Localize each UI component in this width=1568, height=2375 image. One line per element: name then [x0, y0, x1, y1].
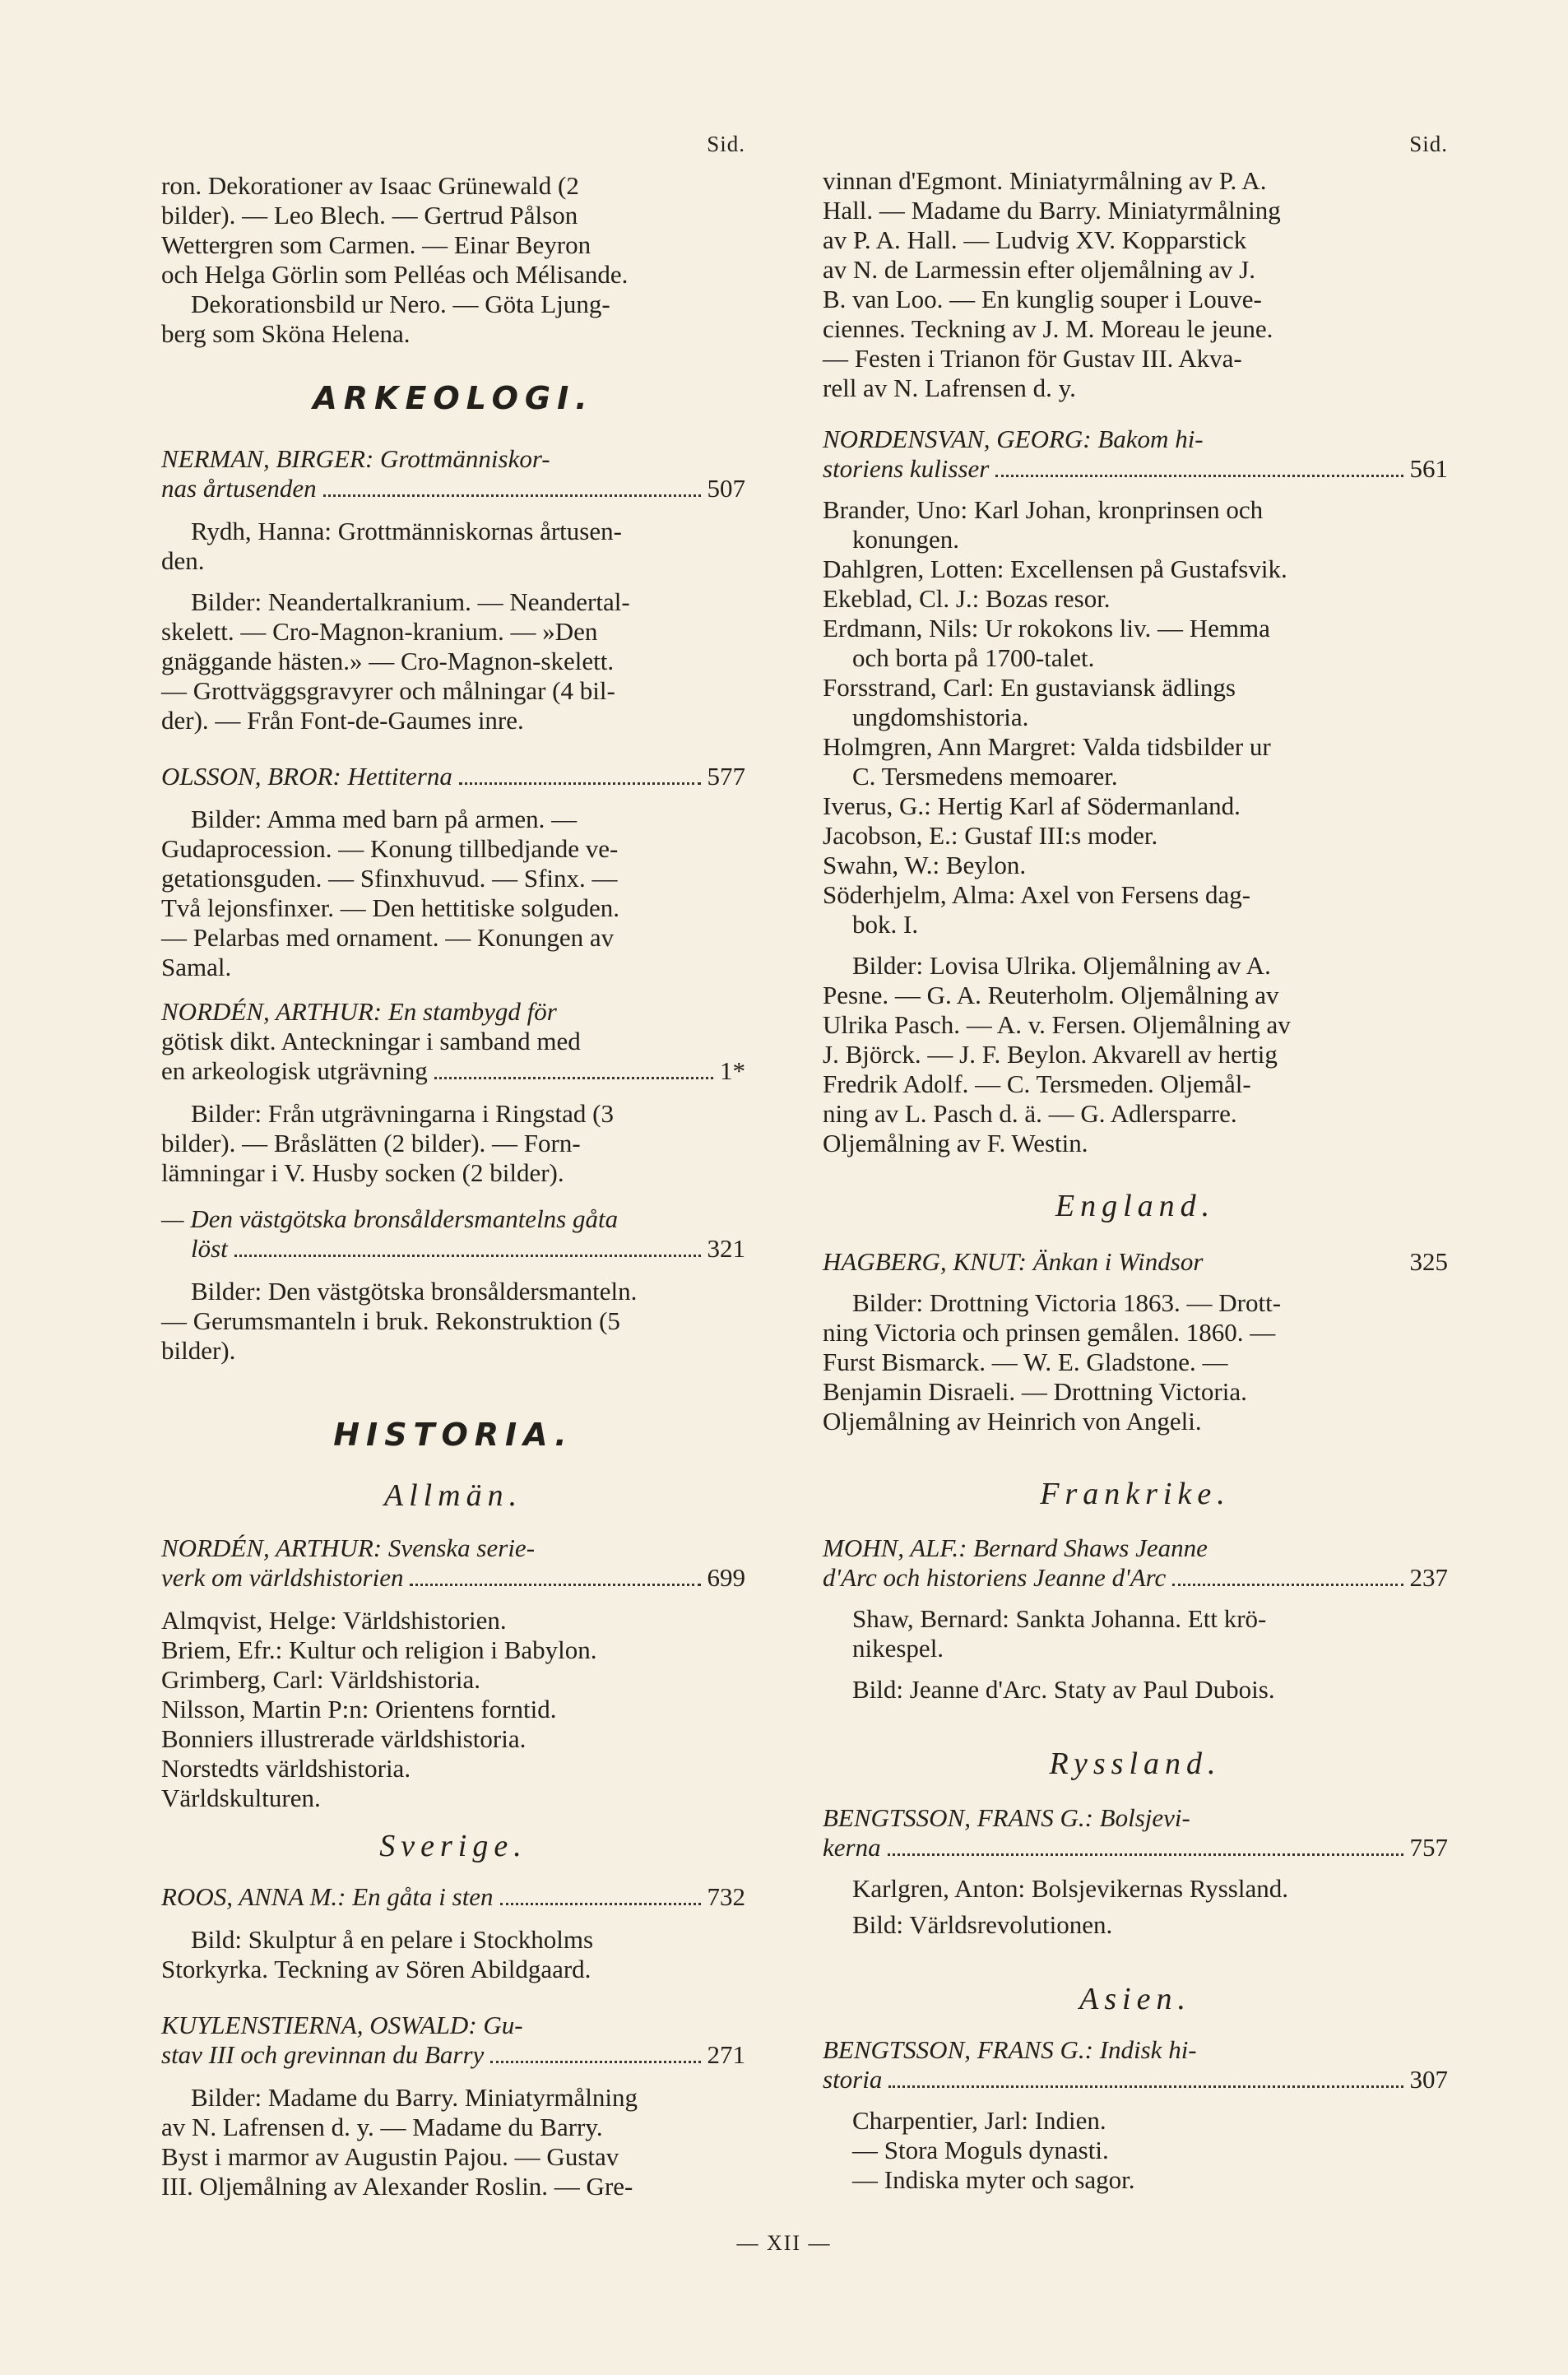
- bilder-line: Bilder: Drottning Victoria 1863. — Drott-: [852, 1288, 1282, 1317]
- page-ref: 732: [707, 1882, 745, 1911]
- ref-line: den.: [161, 546, 205, 575]
- text-line: bilder). — Leo Blech. — Gertrud Pålson: [161, 201, 578, 230]
- entry-title: BENGTSSON, FRANS G.: Indisk hi-: [823, 2035, 1197, 2064]
- bilder-line: Pesne. — G. A. Reuterholm. Oljemålning av: [823, 981, 1279, 1009]
- page-ref: 307: [1409, 2065, 1448, 2094]
- text-line: av N. de Larmessin efter oljemålning av J.: [823, 255, 1255, 284]
- entry-norden-bronsalder: [161, 1204, 745, 1366]
- bilder-line: J. Björck. — J. F. Beylon. Akvarell av hertig: [823, 1040, 1278, 1069]
- bild-line: Bild: Världsrevolutionen.: [852, 1910, 1113, 1939]
- page-ref: 321: [707, 1234, 745, 1263]
- text-line: och Helga Görlin som Pelléas och Mélisande.: [161, 260, 629, 289]
- entry-title: löst 321: [191, 1234, 745, 1263]
- entry-mohn: [823, 1533, 1448, 1705]
- entry-title: d'Arc och historiens Jeanne d'Arc 237: [823, 1563, 1448, 1592]
- ref-line: Ekeblad, Cl. J.: Bozas resor.: [823, 584, 1111, 613]
- ref-line: Norstedts världshistoria.: [161, 1754, 411, 1783]
- bild-line: Bild: Skulptur å en pelare i Stockholms: [191, 1925, 594, 1954]
- bild-line: Storkyrka. Teckning av Sören Abildgaard.: [161, 1955, 591, 1983]
- entry-title: BENGTSSON, FRANS G.: Bolsjevi-: [823, 1803, 1190, 1832]
- opera-continuation: [161, 171, 745, 349]
- subheading-asien: Asien.: [1079, 1982, 1191, 2016]
- text-line: vinnan d'Egmont. Miniatyrmålning av P. A.: [823, 166, 1267, 195]
- ref-line: Jacobson, E.: Gustaf III:s moder.: [823, 821, 1158, 850]
- kuylenstierna-continuation: [823, 166, 1448, 403]
- bilder-line: bilder).: [161, 1336, 236, 1365]
- ref-line: Iverus, G.: Hertig Karl af Södermanland.: [823, 791, 1241, 820]
- page-ref: 699: [707, 1563, 745, 1592]
- sid-label: Sid.: [1409, 132, 1448, 156]
- ref-line: — Stora Moguls dynasti.: [852, 2136, 1109, 2164]
- page-ref: 1*: [720, 1056, 745, 1085]
- bilder-line: bilder). — Bråslätten (2 bilder). — Forn-: [161, 1129, 581, 1157]
- ref-line: Dahlgren, Lotten: Excellensen på Gustafsvik.: [823, 554, 1287, 583]
- ref-line: Rydh, Hanna: Grottmänniskornas årtusen-: [191, 517, 622, 545]
- entry-title: ROOS, ANNA M.: En gåta i sten 732: [161, 1882, 745, 1911]
- page-ref: 507: [707, 474, 745, 503]
- entry-title: OLSSON, BROR: Hettiterna 577: [161, 762, 745, 791]
- entry-title: verk om världshistorien 699: [161, 1563, 745, 1592]
- subheading-allman: Allmän.: [383, 1478, 523, 1513]
- entry-title: götisk dikt. Anteckningar i samband med: [161, 1027, 581, 1055]
- bilder-line: Ulrika Pasch. — A. v. Fersen. Oljemålning av: [823, 1010, 1291, 1039]
- text-line: — Festen i Trianon för Gustav III. Akva-: [823, 344, 1242, 373]
- text-line: rell av N. Lafrensen d. y.: [823, 373, 1076, 402]
- page-ref: 757: [1409, 1833, 1448, 1862]
- text-line: B. van Loo. — En kunglig souper i Louve-: [823, 285, 1262, 313]
- ref-line: och borta på 1700-talet.: [852, 643, 1095, 672]
- bilder-line: ning Victoria och prinsen gemålen. 1860. —: [823, 1318, 1276, 1347]
- text-line: ciennes. Teckning av J. M. Moreau le jeune.: [823, 314, 1273, 343]
- entry-title: NORDENSVAN, GEORG: Bakom hi-: [823, 424, 1204, 453]
- entry-olsson: [161, 762, 745, 982]
- ref-line: Swahn, W.: Beylon.: [823, 851, 1027, 879]
- entry-roos: [161, 1882, 745, 1984]
- entry-title: storiens kulisser 561: [823, 454, 1448, 483]
- ref-line: C. Tersmedens memoarer.: [852, 762, 1118, 791]
- entry-kuylenstierna: [161, 2011, 745, 2201]
- entry-title: NORDÉN, ARTHUR: En stambygd för: [161, 997, 557, 1026]
- bilder-line: Oljemålning av Heinrich von Angeli.: [823, 1407, 1202, 1436]
- ref-line: Söderhjelm, Alma: Axel von Fersens dag-: [823, 880, 1251, 909]
- bilder-line: Gudaprocession. — Konung tillbedjande ve-: [161, 834, 619, 863]
- entry-title: MOHN, ALF.: Bernard Shaws Jeanne: [823, 1533, 1208, 1562]
- bilder-line: — Pelarbas med ornament. — Konungen av: [161, 923, 615, 952]
- entry-bengtsson-indisk: [823, 2035, 1448, 2195]
- bilder-line: skelett. — Cro-Magnon-kranium. — »Den: [161, 617, 598, 646]
- entry-title: NERMAN, BIRGER: Grottmänniskor-: [161, 444, 550, 473]
- text-line: Dekorationsbild ur Nero. — Göta Ljung-: [191, 290, 610, 318]
- page-ref: 237: [1409, 1563, 1448, 1592]
- bilder-line: Samal.: [161, 953, 232, 981]
- bilder-line: III. Oljemålning av Alexander Roslin. — Gre-: [161, 2172, 633, 2201]
- bilder-line: Benjamin Disraeli. — Drottning Victoria.: [823, 1377, 1247, 1406]
- bilder-line: Bilder: Den västgötska bronsåldersmanteln.: [191, 1277, 638, 1306]
- entry-norden-stambygd: [161, 997, 745, 1188]
- entry-nordensvan: [823, 424, 1448, 1158]
- entry-title: kerna 757: [823, 1833, 1448, 1862]
- page-ref: 561: [1409, 454, 1448, 483]
- entry-title: nas årtusenden 507: [161, 474, 745, 503]
- ref-line: konungen.: [852, 525, 960, 554]
- ref-line: Holmgren, Ann Margret: Valda tidsbilder ur: [823, 732, 1271, 761]
- bilder-line: ning av L. Pasch d. ä. — G. Adlersparre.: [823, 1099, 1237, 1128]
- entry-title: en arkeologisk utgrävning 1*: [161, 1056, 745, 1085]
- ref-line: Världskulturen.: [161, 1784, 321, 1812]
- ref-line: Shaw, Bernard: Sankta Johanna. Ett krö-: [852, 1604, 1267, 1633]
- sid-label: Sid.: [707, 132, 745, 156]
- ref-line: Nilsson, Martin P:n: Orientens forntid.: [161, 1695, 557, 1723]
- subheading-ryssland: Ryssland.: [1049, 1746, 1222, 1781]
- bilder-line: getationsguden. — Sfinxhuvud. — Sfinx. —: [161, 864, 618, 893]
- bilder-line: Två lejonsfinxer. — Den hettitiske solguden.: [161, 893, 620, 922]
- ref-line: Briem, Efr.: Kultur och religion i Babylon.: [161, 1635, 597, 1664]
- text-line: Hall. — Madame du Barry. Miniatyrmålning: [823, 196, 1281, 225]
- bild-line: Bild: Jeanne d'Arc. Staty av Paul Dubois.: [852, 1675, 1275, 1704]
- bilder-line: Bilder: Amma med barn på armen. —: [191, 805, 578, 833]
- bilder-line: gnäggande hästen.» — Cro-Magnon-skelett.: [161, 647, 615, 675]
- bilder-line: Byst i marmor av Augustin Pajou. — Gustav: [161, 2142, 619, 2171]
- entry-nerman: [161, 444, 745, 735]
- text-line: Wettergren som Carmen. — Einar Beyron: [161, 230, 591, 259]
- page-ref: 577: [707, 762, 745, 791]
- bilder-line: Furst Bismarck. — W. E. Gladstone. —: [823, 1348, 1228, 1376]
- bilder-line: Oljemålning av F. Westin.: [823, 1129, 1088, 1157]
- page-ref: 325: [1409, 1247, 1448, 1276]
- ref-line: — Indiska myter och sagor.: [852, 2165, 1135, 2194]
- ref-line: bok. I.: [852, 910, 919, 939]
- entry-norden-serieverk: [161, 1533, 745, 1813]
- bilder-line: der). — Från Font-de-Gaumes inre.: [161, 706, 524, 735]
- ref-line: nikespel.: [852, 1634, 944, 1663]
- bilder-line: Fredrik Adolf. — C. Tersmeden. Oljemål-: [823, 1069, 1251, 1098]
- ref-line: Charpentier, Jarl: Indien.: [852, 2106, 1106, 2135]
- subheading-frankrike: Frankrike.: [1040, 1477, 1231, 1511]
- ref-line: Karlgren, Anton: Bolsjevikernas Ryssland.: [852, 1874, 1288, 1903]
- bilder-line: Bilder: Madame du Barry. Miniatyrmålning: [191, 2083, 638, 2112]
- bilder-line: — Grottväggsgravyrer och målningar (4 bil-: [161, 676, 615, 705]
- text-line: ron. Dekorationer av Isaac Grünewald (2: [161, 171, 579, 200]
- page-ref: 271: [707, 2040, 745, 2069]
- ref-line: Bonniers illustrerade världshistoria.: [161, 1724, 527, 1753]
- bilder-line: — Gerumsmanteln i bruk. Rekonstruktion (5: [161, 1306, 620, 1335]
- entry-title: NORDÉN, ARTHUR: Svenska serie-: [161, 1533, 536, 1562]
- entry-title: storia 307: [823, 2065, 1448, 2094]
- bilder-line: av N. Lafrensen d. y. — Madame du Barry.: [161, 2113, 603, 2141]
- entry-title: stav III och grevinnan du Barry 271: [161, 2040, 745, 2069]
- ref-line: Grimberg, Carl: Världshistoria.: [161, 1665, 481, 1694]
- entry-title: KUYLENSTIERNA, OSWALD: Gu-: [161, 2011, 523, 2039]
- ref-line: Almqvist, Helge: Världshistorien.: [161, 1606, 507, 1635]
- ref-line: ungdomshistoria.: [852, 703, 1029, 731]
- bilder-line: Bilder: Lovisa Ulrika. Oljemålning av A.: [852, 951, 1271, 980]
- entry-hagberg: [823, 1247, 1448, 1436]
- subheading-sverige: Sverige.: [379, 1829, 527, 1863]
- entry-title: HAGBERG, KNUT: Änkan i Windsor 325: [823, 1247, 1448, 1276]
- bilder-line: lämningar i V. Husby socken (2 bilder).: [161, 1158, 564, 1187]
- section-heading-historia: HISTORIA.: [333, 1417, 573, 1453]
- entry-bengtsson-bolsjevikerna: [823, 1803, 1448, 1940]
- text-line: berg som Sköna Helena.: [161, 319, 411, 348]
- entry-title: — Den västgötska bronsåldersmantelns gåta: [161, 1204, 619, 1233]
- bilder-line: Bilder: Neandertalkranium. — Neandertal-: [191, 587, 630, 616]
- page-number: — XII —: [736, 2231, 832, 2255]
- subheading-england: England.: [1055, 1189, 1216, 1223]
- section-heading-arkeologi: ARKEOLOGI.: [313, 380, 594, 416]
- text-line: av P. A. Hall. — Ludvig XV. Kopparstick: [823, 225, 1247, 254]
- ref-line: Forsstrand, Carl: En gustaviansk ädlings: [823, 673, 1236, 702]
- bilder-line: Bilder: Från utgrävningarna i Ringstad (3: [191, 1099, 614, 1128]
- ref-line: Erdmann, Nils: Ur rokokons liv. — Hemma: [823, 614, 1270, 642]
- ref-line: Brander, Uno: Karl Johan, kronprinsen och: [823, 495, 1264, 524]
